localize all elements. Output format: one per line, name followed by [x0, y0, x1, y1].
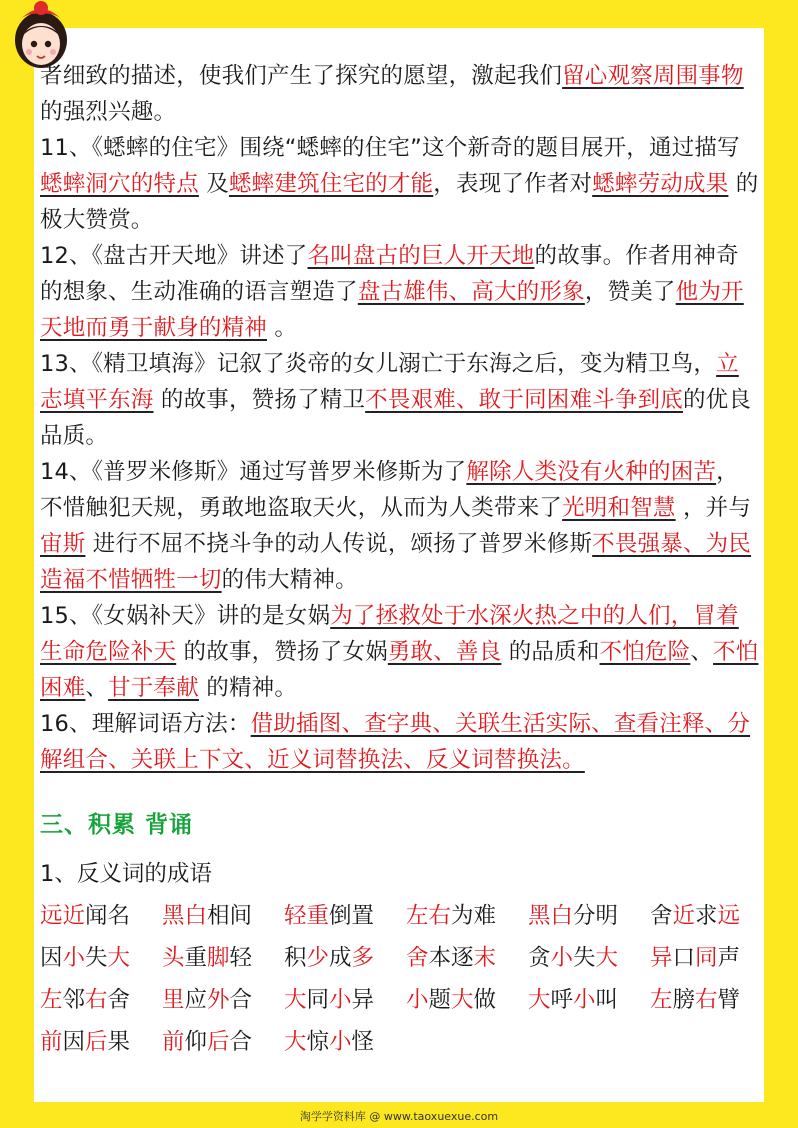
antonym-char: 左右 — [406, 903, 452, 929]
idiom-item — [650, 983, 772, 1017]
idiom-char: 合 — [229, 1029, 253, 1055]
idiom-char: 积 — [284, 945, 307, 971]
paragraph-text: 的精神。 — [198, 675, 298, 701]
answer-text: 蟋蟀建筑住宅的才能 — [228, 171, 434, 197]
antonym-char: 异 — [650, 945, 673, 971]
idiom-char: 怪 — [351, 1029, 375, 1055]
antonym-char: 左 — [650, 987, 673, 1013]
antonym-char: 右 — [695, 987, 718, 1013]
antonym-char: 黑白 — [528, 903, 574, 929]
idiom-char: 轻 — [229, 945, 253, 971]
idiom-char: 声 — [717, 945, 741, 971]
paragraph-text: 的伟大精神。 — [221, 567, 358, 593]
idiom-char: 失 — [85, 945, 108, 971]
answer-text: 他为开天地而勇于献身的精神 — [40, 279, 744, 341]
answer-text: 不畏强暴、为民造福不惜牺牲一切 — [40, 531, 752, 593]
answer-text: 为了拯救处于水深火热之中的人们，冒着生命危险补天 — [40, 603, 739, 665]
idiom-item — [162, 899, 284, 933]
paragraph-text: ，并与 — [675, 495, 752, 521]
paragraph-text: 。 — [267, 315, 298, 341]
idiom-item — [40, 941, 162, 975]
idiom-item — [40, 1025, 162, 1059]
idiom-char: 应 — [184, 987, 208, 1013]
idiom-char: 倒置 — [329, 903, 375, 929]
idiom-grid — [40, 899, 760, 1059]
idiom-char: 仰 — [184, 1029, 208, 1055]
idiom-char: 为难 — [451, 903, 497, 929]
idiom-char: 同 — [306, 987, 330, 1013]
text-body — [40, 58, 760, 778]
paragraph-text: ，表现了作者对 — [433, 171, 593, 197]
idiom-char: 合 — [229, 987, 253, 1013]
idiom-char: 闻名 — [85, 903, 131, 929]
paragraph-text: 的故事，赞扬了女娲 — [176, 639, 388, 665]
antonym-char: 小 — [329, 987, 352, 1013]
paragraph — [40, 238, 760, 346]
idiom-item — [162, 1025, 284, 1059]
idiom-item — [528, 941, 650, 975]
idiom-item — [406, 899, 528, 933]
idiom-item — [40, 899, 162, 933]
idiom-item — [406, 983, 528, 1017]
page-content — [40, 58, 760, 1059]
answer-text: 甘于奉献 — [108, 675, 199, 701]
paragraph-text: 进行不屈不挠斗争的动人传说，颂扬了普罗米修斯 — [85, 531, 593, 557]
antonym-char: 大 — [107, 945, 131, 971]
paragraph-text: 者细致的描述，使我们产生了探究的愿望，激起我们 — [40, 63, 563, 89]
paragraph-text: 12、《盘古开天地》讲述了 — [40, 243, 308, 269]
idiom-char: 果 — [107, 1029, 131, 1055]
antonym-char: 轻重 — [284, 903, 330, 929]
idiom-item — [162, 941, 284, 975]
idiom-char: 失 — [573, 945, 596, 971]
antonym-char: 大 — [595, 945, 619, 971]
paragraph — [40, 58, 760, 130]
answer-text: 立志填平东海 — [40, 351, 739, 413]
paragraph-text: 、 — [690, 639, 714, 665]
footer-watermark: 淘学学资料库 @ www.taoxuexue.com — [299, 1110, 499, 1123]
antonym-char: 大 — [451, 987, 474, 1013]
paragraph-text: 的故事。作者用神奇的想象、生动准确的语言塑造了 — [40, 243, 739, 305]
antonym-char: 多 — [351, 945, 375, 971]
paragraph — [40, 130, 760, 238]
antonym-char: 脚 — [207, 945, 230, 971]
idiom-item — [528, 899, 650, 933]
answer-text: 名叫盘古的巨人开天地 — [307, 243, 535, 269]
idiom-char: 分明 — [573, 903, 619, 929]
answer-text: 蟋蟀洞穴的特点 — [40, 171, 199, 197]
antonym-char: 少 — [306, 945, 330, 971]
paragraph-text: 及 — [198, 171, 229, 197]
paragraph-text: ，赞美了 — [584, 279, 676, 305]
idiom-char: 臂 — [717, 987, 741, 1013]
idiom-item — [284, 941, 406, 975]
idiom-char: 本逐 — [428, 945, 474, 971]
antonym-char: 外 — [207, 987, 230, 1013]
subheading: 1、反义词的成语 — [40, 861, 212, 887]
idiom-item — [284, 983, 406, 1017]
section-heading: 三、积累 背诵 — [40, 812, 194, 838]
idiom-item — [650, 941, 772, 975]
paragraph — [40, 454, 760, 598]
antonym-char: 黑白 — [162, 903, 208, 929]
paragraph-text: 、 — [85, 675, 109, 701]
answer-text: 留心观察周围事物 — [562, 63, 744, 89]
answer-text: 解除人类没有火种的困苦 — [466, 459, 717, 485]
idiom-item — [528, 983, 650, 1017]
idiom-char: 相间 — [207, 903, 253, 929]
idiom-item — [162, 983, 284, 1017]
paragraph — [40, 598, 760, 706]
paragraph-text: 15、《女娲补天》讲的是女娲 — [40, 603, 331, 629]
antonym-char: 左 — [40, 987, 63, 1013]
paragraph-text: ，不惜触犯天规，勇敢地盗取天火，从而为人类带来了 — [40, 459, 739, 521]
idiom-char: 因 — [40, 945, 63, 971]
antonym-char: 远 — [717, 903, 741, 929]
paragraph-text: 的故事，赞扬了精卫 — [153, 387, 366, 413]
antonym-char: 近 — [672, 903, 696, 929]
paragraph-text: 16、理解词语方法： — [40, 711, 251, 737]
idiom-char: 呼 — [550, 987, 574, 1013]
antonym-char: 后 — [207, 1029, 230, 1055]
antonym-char: 小 — [406, 987, 429, 1013]
idiom-item — [40, 983, 162, 1017]
paragraph-text: 的强烈兴趣。 — [40, 99, 177, 125]
idiom-item — [284, 899, 406, 933]
paragraph-text: 的品质和 — [501, 639, 600, 665]
idiom-char: 惊 — [306, 1029, 330, 1055]
answer-text: 借助插图、查字典、关联生活实际、查看注释、分解组合、关联上下文、近义词替换法、反义词替换法。 — [40, 711, 751, 773]
answer-text: 不怕危险 — [599, 639, 691, 665]
paragraph-text: 的极大赞赏。 — [40, 171, 759, 233]
idiom-char: 口 — [672, 945, 696, 971]
idiom-char: 重 — [184, 945, 208, 971]
antonym-char: 头 — [162, 945, 185, 971]
paragraph-text: 11、《蟋蟀的住宅》围绕“蟋蟀的住宅”这个新奇的题目展开，通过描写 — [40, 135, 740, 161]
idiom-char: 叫 — [595, 987, 619, 1013]
idiom-item — [284, 1025, 406, 1059]
antonym-char: 前 — [40, 1029, 63, 1055]
antonym-char: 大 — [284, 987, 307, 1013]
answer-text: 不畏艰难、敢于同困难斗争到底 — [365, 387, 683, 413]
antonym-char: 远近 — [40, 903, 86, 929]
antonym-char: 后 — [85, 1029, 108, 1055]
antonym-char: 里 — [162, 987, 185, 1013]
idiom-item — [406, 941, 528, 975]
idiom-char: 异 — [351, 987, 375, 1013]
antonym-char: 小 — [550, 945, 574, 971]
antonym-char: 小 — [573, 987, 596, 1013]
paragraph — [40, 346, 760, 454]
idiom-char: 贪 — [528, 945, 551, 971]
antonym-char: 末 — [473, 945, 497, 971]
idiom-char: 求 — [695, 903, 718, 929]
idiom-char: 因 — [62, 1029, 86, 1055]
answer-text: 宙斯 — [40, 531, 86, 557]
answer-text: 不怕困难 — [40, 639, 759, 701]
paragraph-text: 14、《普罗米修斯》通过写普罗米修斯为了 — [40, 459, 467, 485]
idiom-char: 邻 — [62, 987, 86, 1013]
idiom-char: 题 — [428, 987, 452, 1013]
paragraph — [40, 706, 760, 778]
idiom-item — [650, 899, 772, 933]
idiom-char: 膀 — [672, 987, 696, 1013]
antonym-char: 小 — [62, 945, 86, 971]
idiom-char: 做 — [473, 987, 497, 1013]
idiom-char: 舍 — [650, 903, 673, 929]
answer-text: 蟋蟀劳动成果 — [592, 171, 729, 197]
antonym-char: 大 — [284, 1029, 307, 1055]
antonym-char: 同 — [695, 945, 718, 971]
antonym-char: 大 — [528, 987, 551, 1013]
idiom-char: 舍 — [107, 987, 131, 1013]
antonym-char: 右 — [85, 987, 108, 1013]
paragraph-text: 的优良品质。 — [40, 387, 752, 449]
antonym-char: 前 — [162, 1029, 185, 1055]
answer-text: 光明和智慧 — [562, 495, 676, 521]
idiom-char: 成 — [329, 945, 352, 971]
answer-text: 勇敢、善良 — [387, 639, 502, 665]
paragraph-text: 13、《精卫填海》记叙了炎帝的女儿溺亡于东海之后，变为精卫鸟， — [40, 351, 717, 377]
antonym-char: 舍 — [406, 945, 429, 971]
answer-text: 盘古雄伟、高大的形象 — [357, 279, 585, 305]
antonym-char: 小 — [329, 1029, 352, 1055]
